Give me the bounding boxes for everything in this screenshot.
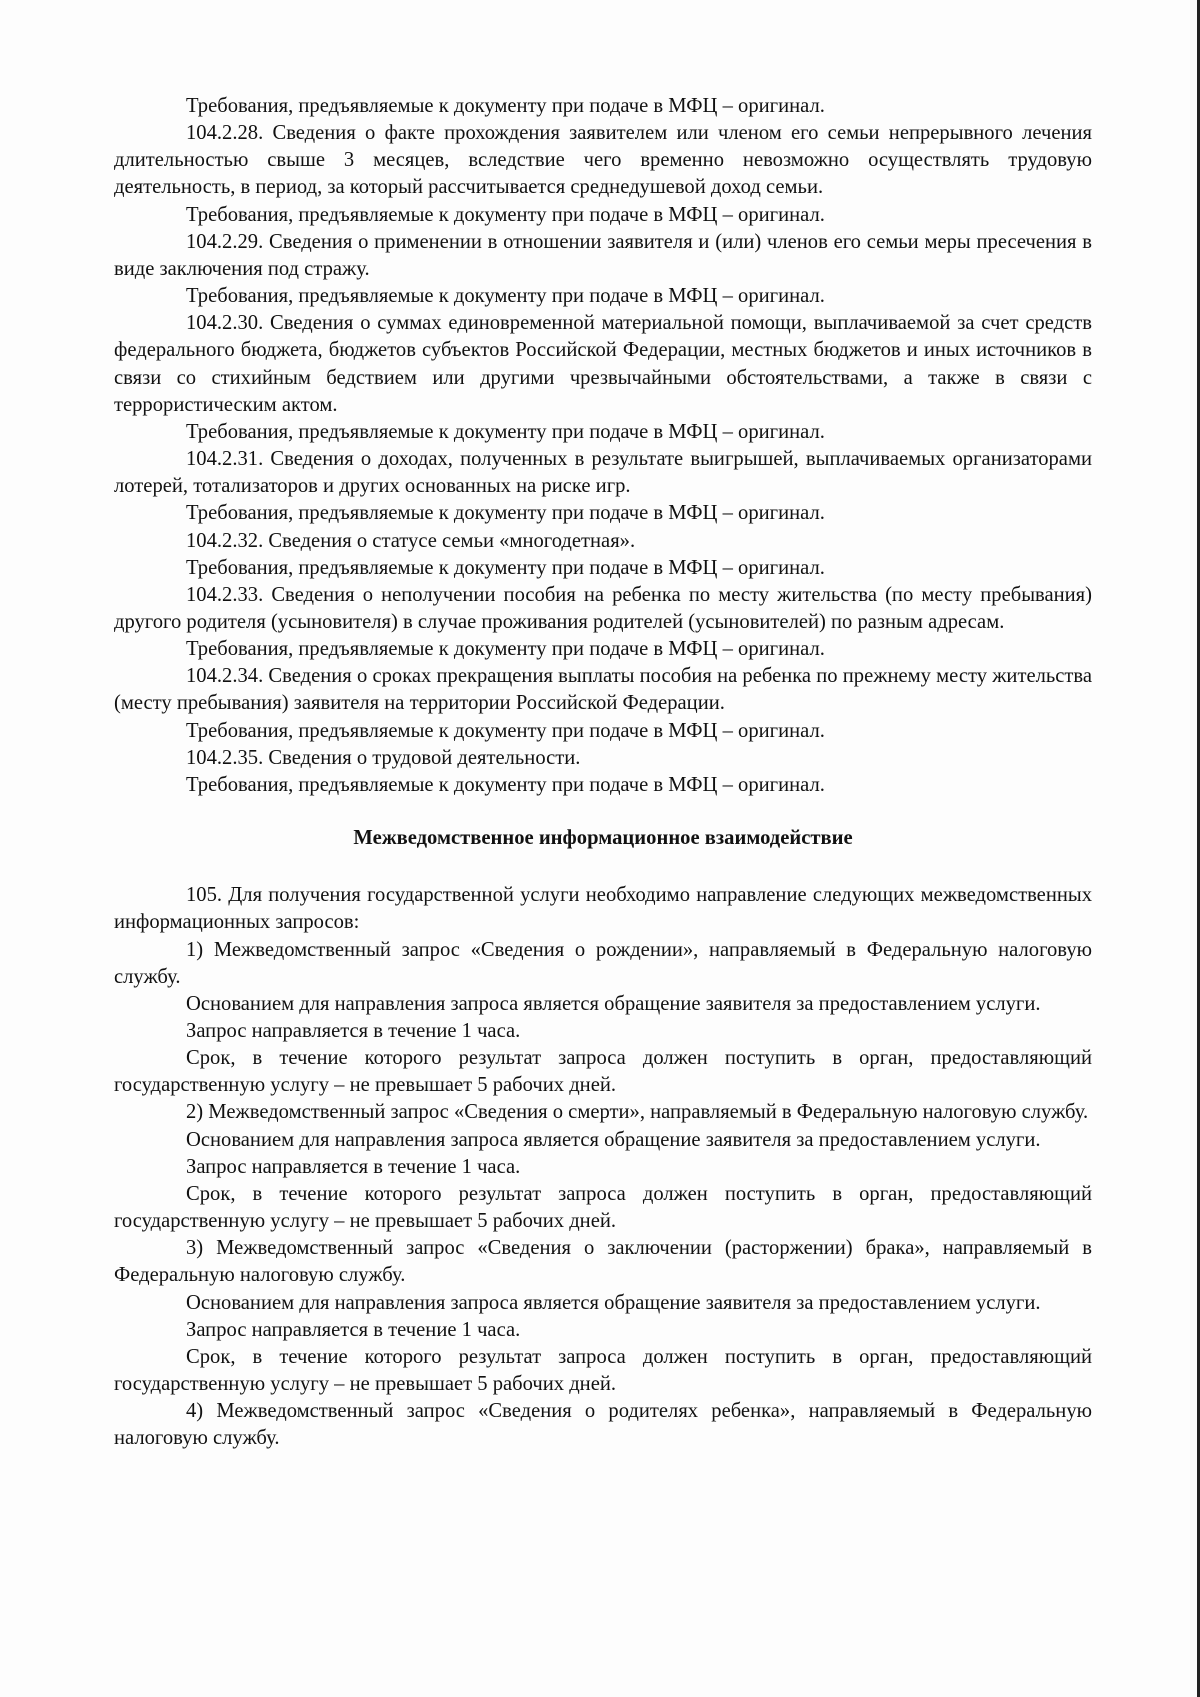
paragraph: 105. Для получения государственной услуги необходимо направление следующих межведомственных информационных запросов: xyxy=(114,884,1092,934)
paragraph: 104.2.35. Сведения о трудовой деятельности. xyxy=(186,746,581,769)
paragraph: Срок, в течение которого результат запроса должен поступить в орган, предоставляющий государственную услугу – не превышает 5 рабочих дней. xyxy=(114,1345,1092,1396)
paragraph: Срок, в течение которого результат запроса должен поступить в орган, предоставляющий государственную услугу – не превышает 5 рабочих дней. xyxy=(114,1182,1092,1233)
paragraph: 3) Межведомственный запрос «Сведения о заключении (расторжении) брака», направляемый в Федеральную налоговую службу. xyxy=(114,1237,1092,1287)
paragraph: 104.2.31. Сведения о доходах, полученных в результате выигрышей, выплачиваемых организаторами лотерей, тотализаторов и других основанных на риске игр. xyxy=(114,448,1092,498)
paragraph: Запрос направляется в течение 1 часа. xyxy=(186,1155,521,1178)
paragraph: Запрос направляется в течение 1 часа. xyxy=(186,1318,521,1341)
paragraph: 104.2.29. Сведения о применении в отношении заявителя и (или) членов его семьи меры пресечения в виде заключения под стражу. xyxy=(114,230,1092,280)
paragraph: 2) Межведомственный запрос «Сведения о смерти», направляемый в Федеральную налоговую службу. xyxy=(186,1101,1089,1124)
paragraph: Требования, предъявляемые к документу при подаче в МФЦ – оригинал. xyxy=(186,203,825,226)
paragraph: Основанием для направления запроса является обращение заявителя за предоставлением услуги. xyxy=(186,992,1041,1015)
paragraph: Требования, предъявляемые к документу при подаче в МФЦ – оригинал. xyxy=(186,719,825,742)
paragraph: 104.2.33. Сведения о неполучении пособия на ребенка по месту жительства (по месту пребывания) другого родителя (усыновителя) в случае проживания родителей (усыновителей) по разным адресам. xyxy=(114,583,1092,633)
paragraph: 104.2.32. Сведения о статусе семьи «многодетная». xyxy=(186,529,636,552)
paragraph: Срок, в течение которого результат запроса должен поступить в орган, предоставляющий государственную услугу – не превышает 5 рабочих дней. xyxy=(114,1047,1092,1097)
paragraph: Требования, предъявляемые к документу при подаче в МФЦ – оригинал. xyxy=(186,285,825,308)
paragraph: Основанием для направления запроса является обращение заявителя за предоставлением услуги. xyxy=(186,1128,1041,1151)
paragraph: 104.2.28. Сведения о факте прохождения заявителем или членом его семьи непрерывного лечения длительностью свыше 3 месяцев, вследствие чего временно невозможно осуществлять трудовую деятельность, в период, за который рассчитывается среднедушевой доход семьи. xyxy=(114,122,1092,199)
paragraph: Требования, предъявляемые к документу при подаче в МФЦ – оригинал. xyxy=(186,502,825,525)
paragraph: 104.2.30. Сведения о суммах единовременной материальной помощи, выплачиваемой за счет средств федерального бюджета, бюджетов субъектов Российской Федерации, местных бюджетов и иных источников в связи со стихийным бедствием или другими чрезвычайными обстоятельствами, а также в связи с террористическим актом. xyxy=(114,312,1092,416)
paragraph: 4) Межведомственный запрос «Сведения о родителях ребенка», направляемый в Федеральную налоговую службу. xyxy=(114,1400,1092,1450)
paragraph: Требования, предъявляемые к документу при подаче в МФЦ – оригинал. xyxy=(186,556,825,579)
paragraph: Требования, предъявляемые к документу при подаче в МФЦ – оригинал. xyxy=(186,638,825,661)
paragraph: 1) Межведомственный запрос «Сведения о рождении», направляемый в Федеральную налоговую службу. xyxy=(114,938,1092,988)
paragraph: Основанием для направления запроса является обращение заявителя за предоставлением услуги. xyxy=(186,1291,1041,1314)
paragraph: Запрос направляется в течение 1 часа. xyxy=(186,1020,521,1042)
paragraph: 104.2.34. Сведения о сроках прекращения выплаты пособия на ребенка по прежнему месту жительства (месту пребывания) заявителя на территории Российской Федерации. xyxy=(114,665,1092,715)
paragraph: Требования, предъявляемые к документу при подаче в МФЦ – оригинал. xyxy=(186,420,825,443)
paragraph: Требования, предъявляемые к документу при подаче в МФЦ – оригинал. xyxy=(186,95,825,117)
section-heading: Межведомственное информационное взаимодействие xyxy=(353,827,853,850)
document-body xyxy=(114,93,1092,1453)
paragraph: Требования, предъявляемые к документу при подаче в МФЦ – оригинал. xyxy=(186,773,825,796)
